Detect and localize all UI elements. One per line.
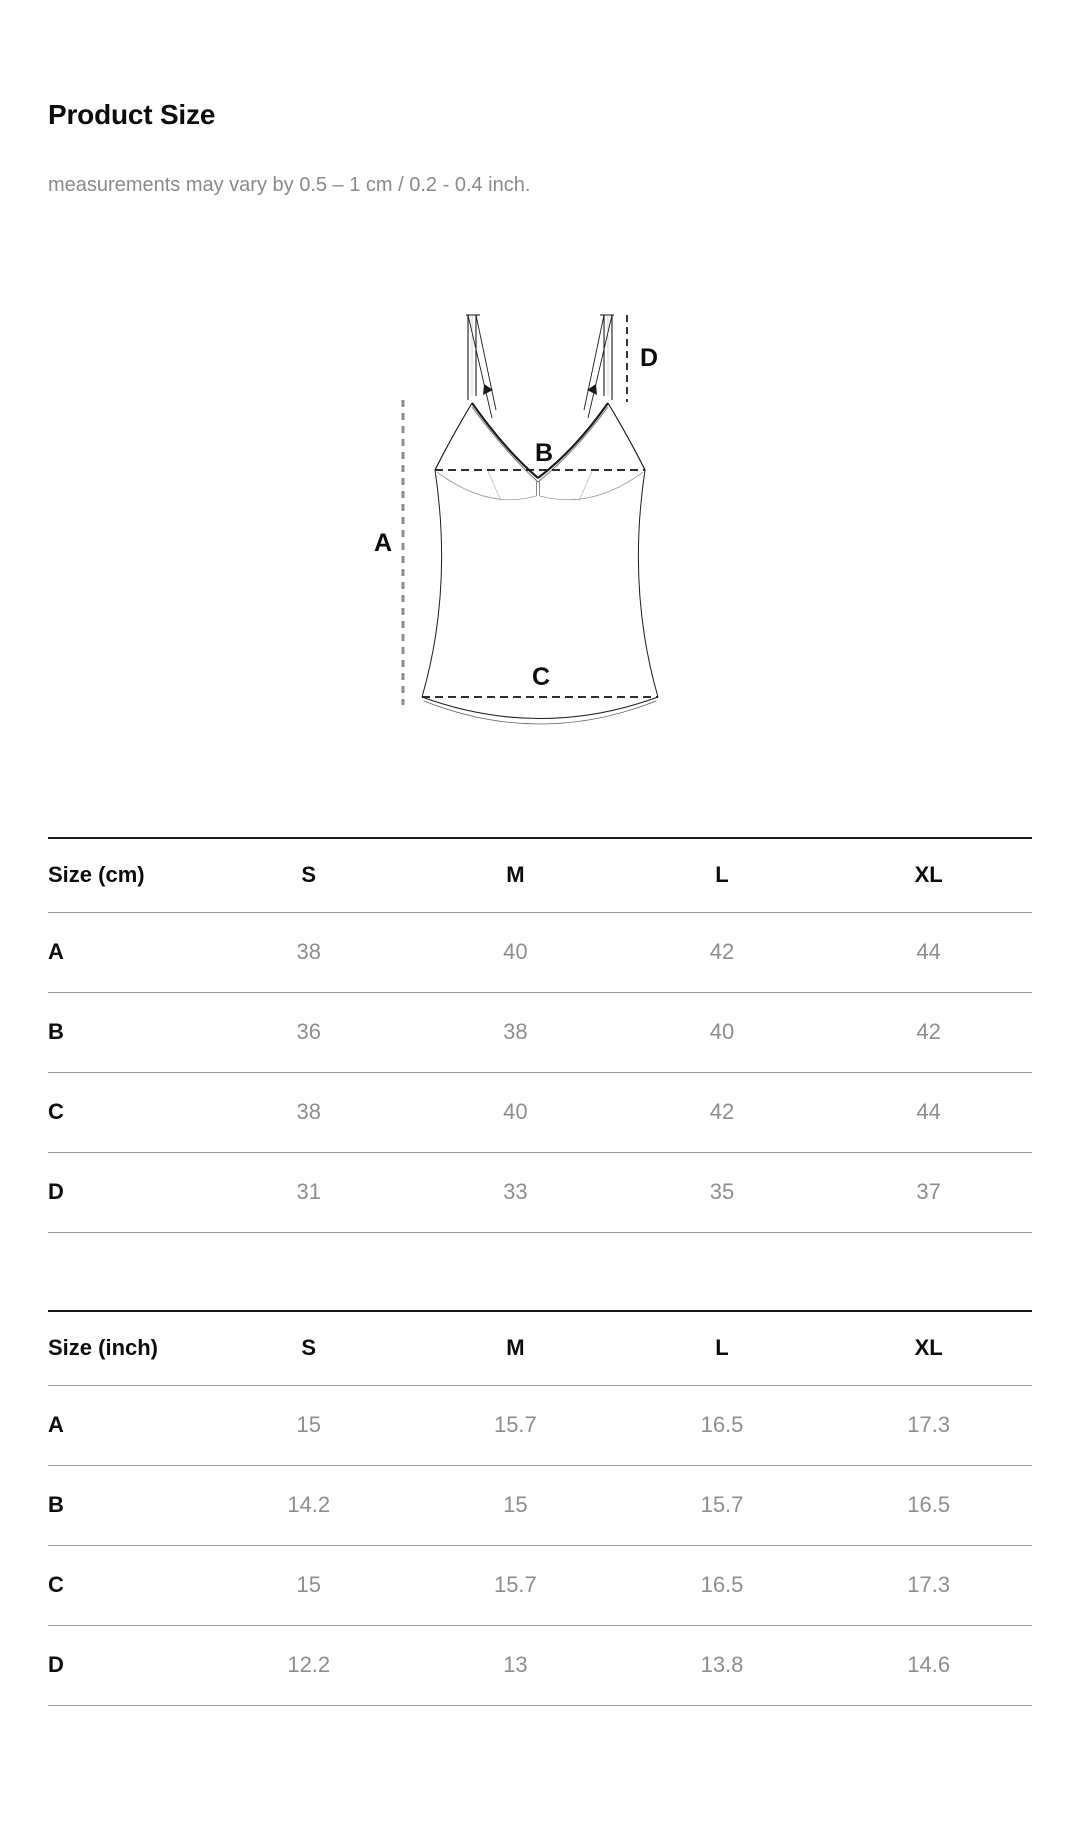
size-cm-title: Size (cm) (48, 838, 205, 912)
col-header-s: S (205, 1311, 412, 1385)
table-row (48, 912, 1032, 992)
col-header-m: M (412, 1311, 619, 1385)
cell-value: 40 (619, 992, 826, 1072)
cell-value: 13 (412, 1625, 619, 1705)
size-inch-table (48, 1310, 1032, 1706)
table-row (48, 1152, 1032, 1232)
cell-value: 12.2 (205, 1625, 412, 1705)
cell-value: 15.7 (412, 1385, 619, 1465)
table-row (48, 1545, 1032, 1625)
cell-value: 15.7 (412, 1545, 619, 1625)
page-title: Product Size (48, 99, 216, 130)
cell-value: 16.5 (825, 1465, 1032, 1545)
cell-value: 14.2 (205, 1465, 412, 1545)
dim-label-b: B (534, 439, 554, 467)
cell-value: 42 (619, 912, 826, 992)
cell-value: 16.5 (619, 1385, 826, 1465)
measurement-tolerance-note: measurements may vary by 0.5 – 1 cm / 0.2 - 0.4 inch. (48, 174, 531, 196)
cell-value: 14.6 (825, 1625, 1032, 1705)
col-header-m: M (412, 838, 619, 912)
size-inch-header-row (48, 1311, 1032, 1385)
cell-value: 44 (825, 912, 1032, 992)
dim-label-d: D (639, 344, 659, 372)
row-label: D (48, 1625, 205, 1705)
cell-value: 38 (412, 992, 619, 1072)
cell-value: 33 (412, 1152, 619, 1232)
cell-value: 40 (412, 912, 619, 992)
cell-value: 15.7 (619, 1465, 826, 1545)
cell-value: 37 (825, 1152, 1032, 1232)
size-cm-table (48, 837, 1032, 1233)
col-header-xl: XL (825, 838, 1032, 912)
cell-value: 13.8 (619, 1625, 826, 1705)
row-label: A (48, 912, 205, 992)
table-row (48, 992, 1032, 1072)
cell-value: 35 (619, 1152, 826, 1232)
col-header-l: L (619, 838, 826, 912)
cell-value: 15 (412, 1465, 619, 1545)
cell-value: 31 (205, 1152, 412, 1232)
col-header-l: L (619, 1311, 826, 1385)
strap-adjuster-arrow-left (483, 384, 493, 395)
cell-value: 17.3 (825, 1385, 1032, 1465)
cell-value: 40 (412, 1072, 619, 1152)
row-label: D (48, 1152, 205, 1232)
cell-value: 38 (205, 1072, 412, 1152)
cell-value: 42 (619, 1072, 826, 1152)
cell-value: 15 (205, 1545, 412, 1625)
col-header-s: S (205, 838, 412, 912)
table-row (48, 1465, 1032, 1545)
row-label: B (48, 1465, 205, 1545)
table-row (48, 1625, 1032, 1705)
row-label: C (48, 1072, 205, 1152)
col-header-xl: XL (825, 1311, 1032, 1385)
table-row (48, 1072, 1032, 1152)
row-label: C (48, 1545, 205, 1625)
cell-value: 16.5 (619, 1545, 826, 1625)
camisole-measurement-diagram (363, 300, 703, 730)
row-label: B (48, 992, 205, 1072)
strap-adjuster-arrow-right (587, 384, 597, 395)
size-cm-header-row (48, 838, 1032, 912)
dim-label-a: A (373, 529, 393, 557)
cell-value: 38 (205, 912, 412, 992)
cell-value: 17.3 (825, 1545, 1032, 1625)
cell-value: 42 (825, 992, 1032, 1072)
cell-value: 36 (205, 992, 412, 1072)
cell-value: 15 (205, 1385, 412, 1465)
cell-value: 44 (825, 1072, 1032, 1152)
dim-label-c: C (531, 663, 551, 691)
camisole-line-art (363, 300, 703, 730)
table-row (48, 1385, 1032, 1465)
size-inch-title: Size (inch) (48, 1311, 205, 1385)
row-label: A (48, 1385, 205, 1465)
